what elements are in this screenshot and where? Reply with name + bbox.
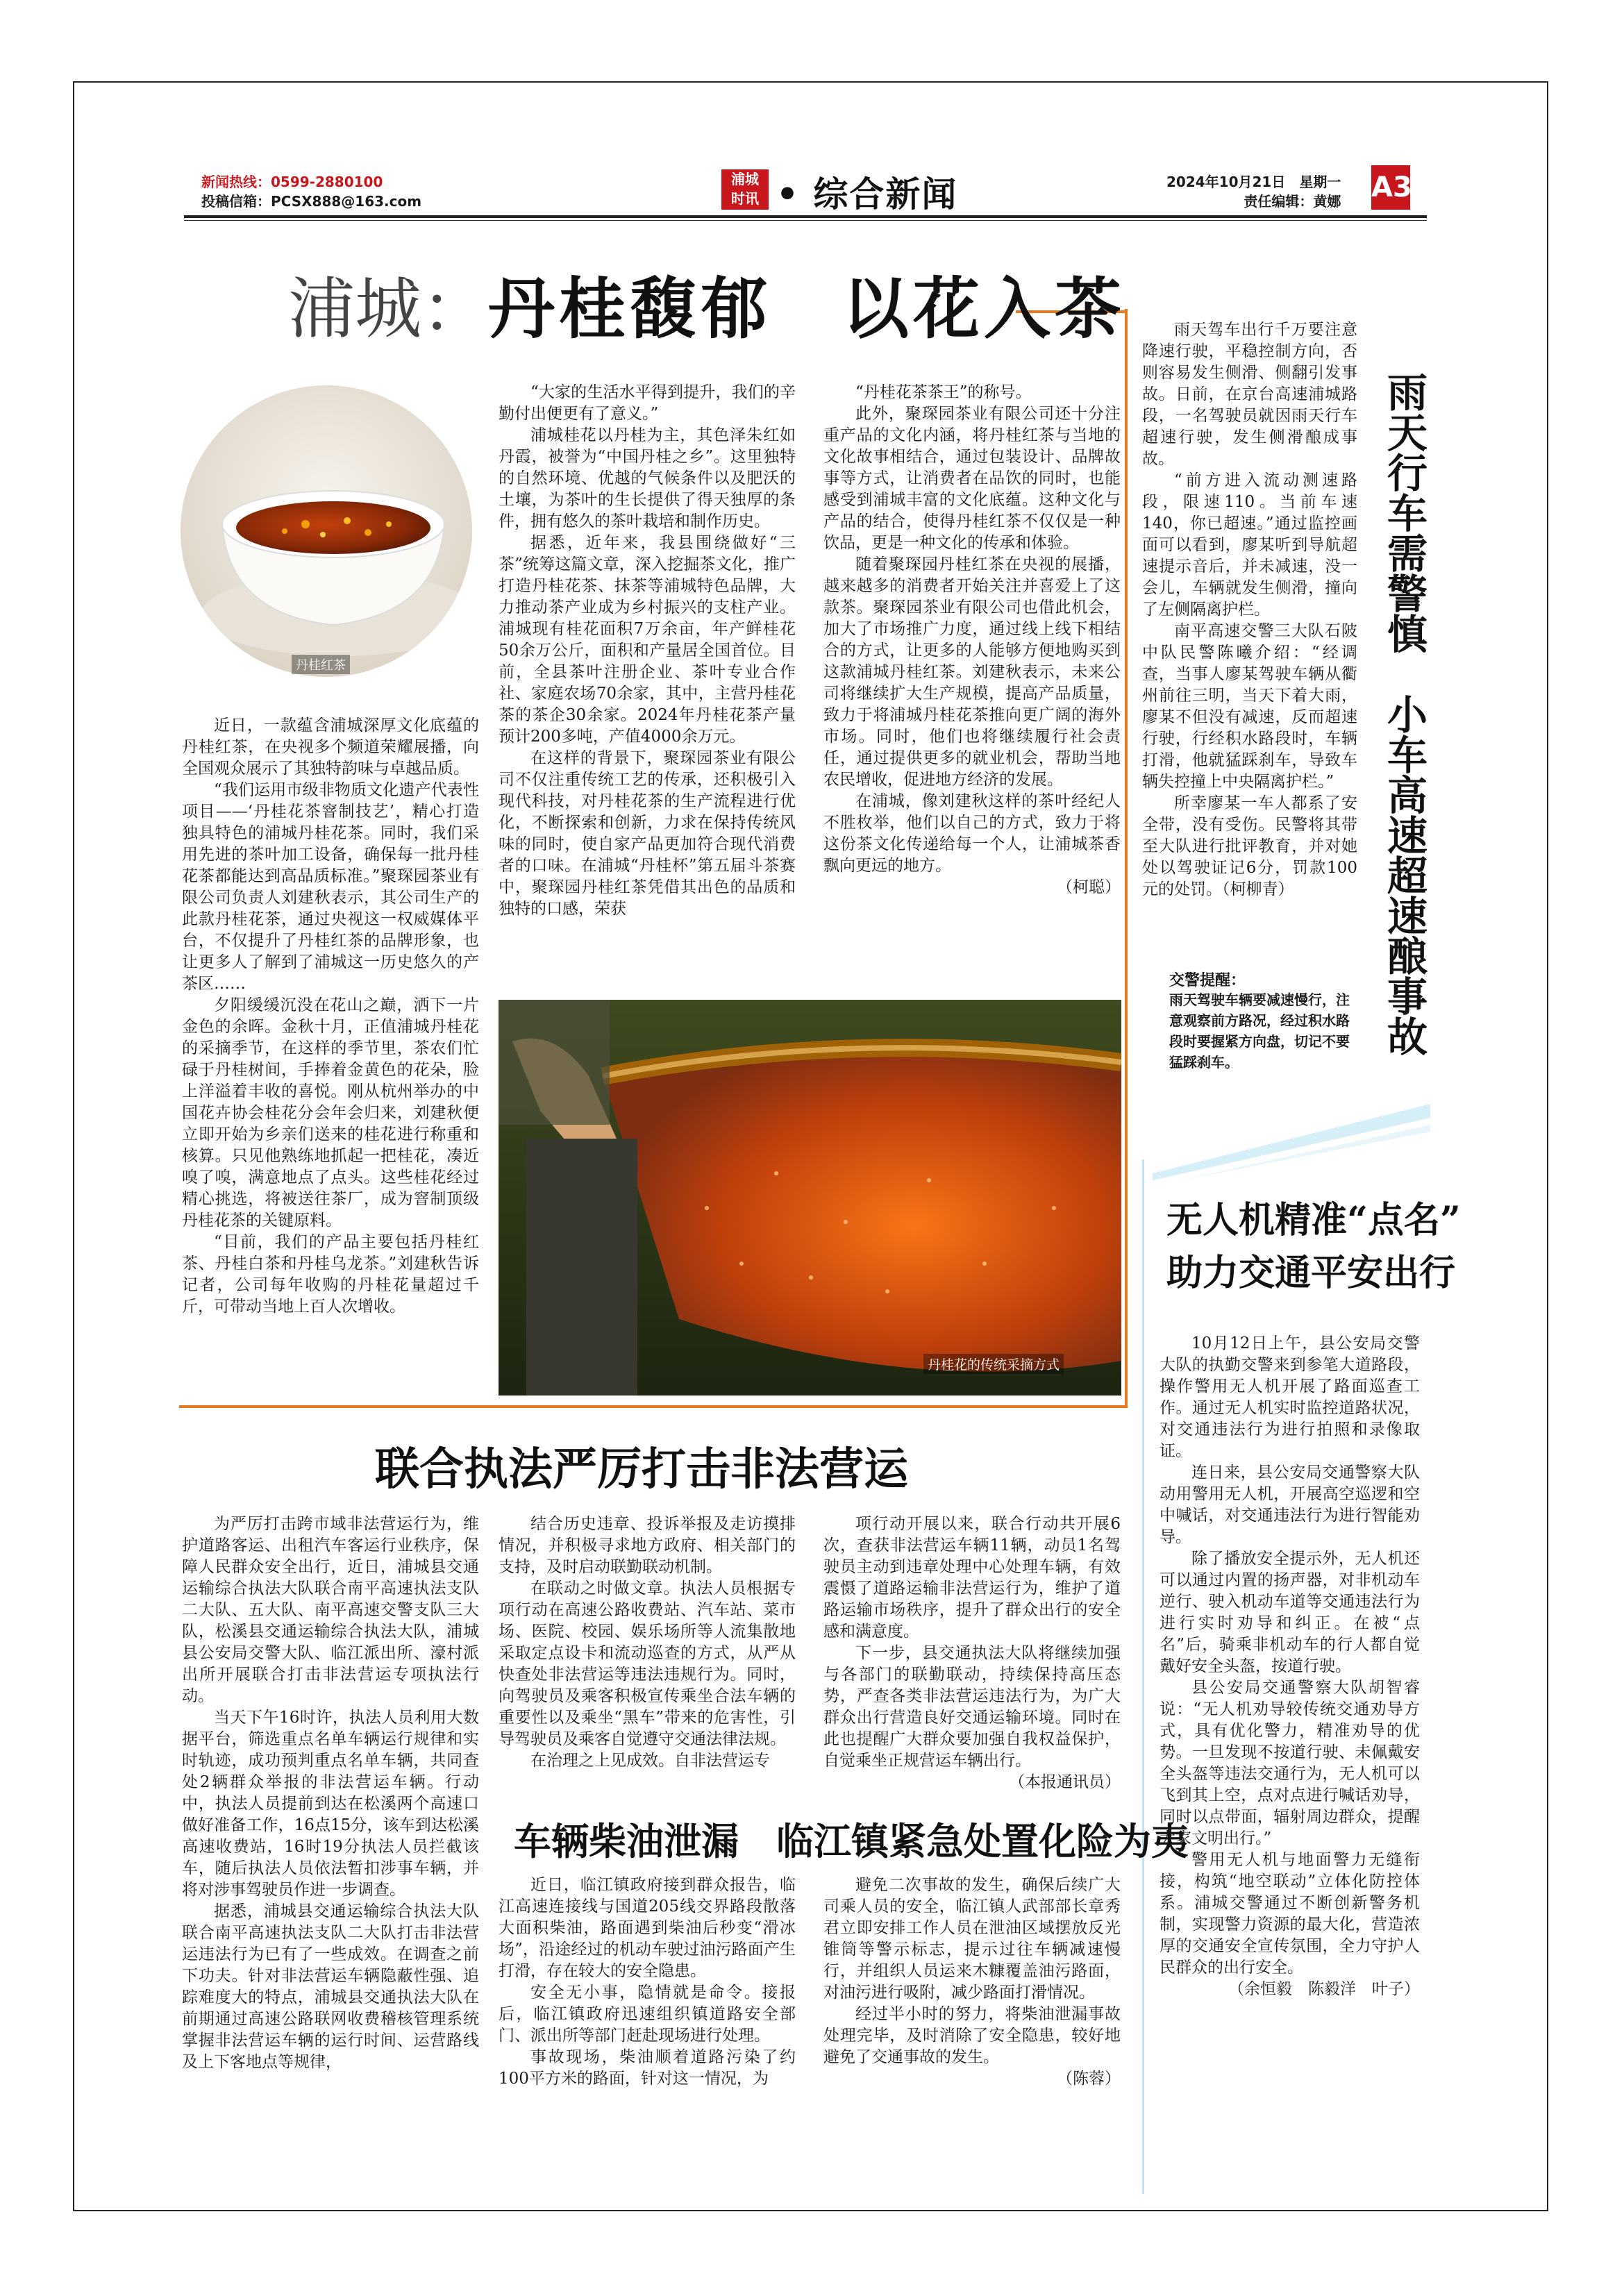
masthead-contact (201, 172, 421, 211)
drone-paragraph: 除了播放安全提示外，无人机还可以通过内置的扬声器，对非机动车逆行、驶入机动车道等交通违法行为进行实时劝导和纠正。在被“点名”后，骑乘非机动车的行人都自觉戴好安全头盔，按道行驶。 (1160, 1550, 1420, 1675)
osmanthus-harvest-photo (499, 1000, 1121, 1396)
logo-line2: 时讯 (731, 190, 759, 207)
osmanthus-harvest-illustration (499, 1000, 1121, 1396)
lead-paragraph: 在这样的背景下，聚琛园茶业有限公司不仅注重传统工艺的传承，还积极引入现代科技，对丹桂花茶的生产流程进行优化，不断探索和创新，力求在保持传统风味的同时，使自家产品更加符合现代消费者的口味。在浦城“丹桂杯”第五届斗茶赛中，聚琛园丹桂红茶凭借其出色的品质和独特的口感，荣获 (499, 749, 796, 918)
lead-frame-bottom (179, 1405, 1128, 1408)
enforcement-column-2 (499, 1514, 796, 1772)
page-number: A3 (1371, 165, 1410, 210)
rain-paragraph: “前方进入流动测速路段，限速110。当前车速140，你已超速。”通过监控画面可以看到，廖某听到导航超速提示音后，并未减速，没一会儿，车辆就发生侧滑，撞向了左侧隔离护栏。 (1142, 471, 1357, 619)
enforcement-headline: 联合执法严厉打击非法营运 (375, 1443, 908, 1495)
lead-paragraph: 据悉，近年来，我县围绕做好“三茶”统筹这篇文章，深入挖掘茶文化，推广打造丹桂花茶、抹茶等浦城特色品牌，大力推动茶产业成为乡村振兴的支柱产业。浦城现有桂花面积7万余亩，年产鲜桂花50余万公斤，面积和产量居全国首位。目前，全县茶叶注册企业、茶叶专业合作社、家庭农场70余家，其中，主营丹桂花茶的茶企30余家。2024年丹桂花茶产量预计200多吨，产值4000余万元。 (499, 534, 796, 746)
enforcement-paragraph: 当天下午16时许，执法人员利用大数据平台，筛选重点名单车辆运行规律和实时轨迹，成功预判重点名单车辆，共同查处2辆群众举报的非法营运车辆。行动中，执法人员提前到达在松溪两个高速口做好准备工作，16点15分，该车到达松溪高速收费站，16时19分执法人员拦截该车，随后执法人员依法暂扣涉事车辆，并将对涉事驾驶员作进一步调查。 (182, 1709, 479, 1899)
hotline-label: 新闻热线： (201, 174, 271, 190)
enforcement-paragraph: 为严厉打击跨市域非法营运行为，维护道路客运、出租汽车客运行业秩序，保障人民群众安全出行，近日，浦城县交通运输综合执法大队联合南平高速执法支队二大队、五大队、南平高速交警支队三大队，松溪县交通运输综合执法大队，浦城县公安局交警大队、临江派出所、濠村派出所开展联合打击非法营运专项执法行动。 (182, 1515, 479, 1705)
email-label: 投稿信箱： (201, 193, 271, 210)
lead-paragraph: “我们运用市级非物质文化遗产代表性项目——‘丹桂花茶窨制技艺’，精心打造独具特色的浦城丹桂花茶。同时，我们采用先进的茶叶加工设备，确保每一批丹桂花茶都能达到高品质标准。”聚琛园茶业有限公司负责人刘建秋表示，其公司生产的此款丹桂花茶，通过央视这一权威媒体平台，不仅提升了丹桂红茶的品牌形象，也让更多人了解到了浦城这一历史悠久的产茶区…… (182, 781, 479, 993)
lead-headline-main: 丹桂馥郁 以花入茶 (488, 270, 1125, 348)
drone-paragraph: 连日来，县公安局交通警察大队动用警用无人机，开展高空巡逻和空中喊话，对交通违法行为进行智能劝导。 (1160, 1464, 1420, 1546)
drone-story-body (1160, 1333, 1420, 2000)
editor-name: 责任编辑：黄娜 (1244, 193, 1341, 210)
lead-paragraph: 此外，聚琛园茶业有限公司还十分注重产品的文化内涵，将丹桂红茶与当地的文化故事相结合，通过包装设计、品牌故事等方式，让消费者在品饮的同时，也能感受到浦城丰富的文化底蕴。这种文化与产品的结合，使得丹桂红茶不仅仅是一种饮品，更是一种文化的传承和体验。 (823, 405, 1121, 552)
masthead-date (1166, 172, 1341, 211)
lead-column-3 (823, 382, 1121, 898)
diesel-paragraph: 近日，临江镇政府接到群众报告，临江高速连接线与国道205线交界路段散落大面积柴油，路面遇到柴油后秒变“滑冰场”，沿途经过的机动车驶过油污路面产生打滑，存在较大的安全隐患。 (499, 1876, 796, 1980)
enforcement-column-1 (182, 1514, 479, 2073)
email-address: PCSX888@163.com (271, 193, 422, 210)
enforcement-paragraph: 在联动之时做文章。执法人员根据专项行动在高速公路收费站、汽车站、菜市场、医院、校园、娱乐场所等人流集散地采取定点设卡和流动巡查的方式，从严从快查处非法营运等违法违规行为。同时，向驾驶员及乘客积极宣传乘坐合法车辆的重要性以及乘坐“黑车”带来的危害性，引导驾驶员及乘客自觉遵守交通法律法规。 (499, 1579, 796, 1748)
lead-paragraph: “大家的生活水平得到提升，我们的辛勤付出便更有了意义。” (499, 383, 796, 423)
rain-paragraph: 雨天驾车出行千万要注意降速行驶，平稳控制方向，否则容易发生侧滑、侧翻引发事故。日前，在京台高速浦城路段，一名驾驶员就因雨天行车超速行驶，发生侧滑酿成事故。 (1142, 321, 1357, 468)
rain-paragraph: 所幸廖某一车人都系了安全带，没有受伤。民警将其带至大队进行批评教育，并对她处以驾驶证记6分，罚款100元的处罚。（柯柳青） (1142, 794, 1357, 898)
section-title: • 综合新闻 (776, 174, 958, 215)
traffic-tip-body: 雨天驾驶车辆要减速慢行，注意观察前方路况，经过积水路段时要握紧方向盘，切记不要猛踩刹车。 (1169, 991, 1350, 1071)
lead-byline: （柯聪） (1057, 878, 1121, 896)
lead-paragraph: 随着聚琛园丹桂红茶在央视的展播，越来越多的消费者开始关注并喜爱上了这款茶。聚琛园茶业有限公司也借此机会，加大了市场推广力度，通过线上线下相结合的方式，让更多的人能够方便地购买到这款浦城丹桂红茶。刘建秋表示，未来公司将继续扩大生产规模，提高产品质量，致力于将浦城丹桂花茶推向更广阔的海外市场。同时，他们也将继续履行社会责任，通过提供更多的就业机会，帮助当地农民增收，促进地方经济的发展。 (823, 555, 1121, 789)
drone-headline-line2: 助力交通平安出行 (1166, 1252, 1456, 1294)
lead-paragraph: 浦城桂花以丹桂为主，其色泽朱红如丹霞，被誉为“中国丹桂之乡”。这里独特的自然环境、优越的气候条件以及肥沃的土壤，为茶叶的生长提供了得天独厚的条件，拥有悠久的茶叶栽培和制作历史。 (499, 426, 796, 530)
lead-paragraph: 在浦城，像刘建秋这样的茶叶经纪人不胜枚举，他们以自己的方式，致力于将这份茶文化传递给每一个人，让浦城茶香飘向更远的地方。 (823, 792, 1121, 875)
lead-paragraph: 近日，一款蕴含浦城深厚文化底蕴的丹桂红茶，在央视多个频道荣耀展播，向全国观众展示了其独特韵味与卓越品质。 (182, 717, 479, 778)
diesel-paragraph: 经过半小时的努力，将柴油泄漏事故处理完毕，及时消除了安全隐患，较好地避免了交通事故的发生。 (823, 2005, 1121, 2066)
enforcement-byline: （本报通讯员） (1009, 1773, 1121, 1791)
enforcement-paragraph: 据悉，浦城县交通运输综合执法大队联合南平高速执法支队二大队打击非法营运违法行为已有了一些成效。在调查之前下功夫。针对非法营运车辆隐蔽性强、追踪难度大的特点，浦城县交通执法大队在前期通过高速公路联网收费稽核管理系统掌握非法营运车辆的运行时间、运营路线及上下客地点等规律， (182, 1902, 479, 2071)
paper-logo (721, 169, 769, 210)
tea-cup-illustration (181, 385, 472, 677)
enforcement-paragraph: 在治理之上见成效。自非法营运专 (530, 1752, 770, 1770)
enforcement-paragraph: 结合历史违章、投诉举报及走访摸排情况，并积极寻求地方政府、相关部门的支持，及时启动联勤联动机制。 (499, 1515, 796, 1576)
tea-photo-caption: 丹桂红茶 (292, 655, 350, 674)
enforcement-paragraph: 项行动开展以来，联合行动共开展6次，查获非法营运车辆11辆，动员1名驾驶员主动到违章处理中心处理车辆，有效震慑了道路运输非法营运行为，维护了道路运输市场秩序，提升了群众出行的安全感和满意度。 (823, 1515, 1121, 1641)
rain-story-body (1142, 319, 1357, 900)
enforcement-paragraph: 下一步，县交通执法大队将继续加强与各部门的联勤联动，持续保持高压态势，严查各类非法营运违法行为，为广大群众出行营造良好交通运输环境。同时在此也提醒广大群众要加强自我权益保护，自觉乘坐正规营运车辆出行。 (823, 1644, 1121, 1770)
diesel-paragraph: 避免二次事故的发生，确保后续广大司乘人员的安全，临江镇人武部部长章秀君立即安排工作人员在泄油区域摆放反光锥筒等警示标志，提示过往车辆减速慢行，并组织人员运来木糠覆盖油污路面，对油污进行吸附，减少路面打滑情况。 (823, 1876, 1121, 2002)
enforcement-column-3 (823, 1514, 1121, 1793)
drone-headline-line1: 无人机精准“点名” (1166, 1199, 1461, 1241)
lead-paragraph: “丹桂花茶茶王”的称号。 (855, 383, 1032, 401)
lead-paragraph: 夕阳缓缓沉没在花山之巅，洒下一片金色的余晖。金秋十月，正值浦城丹桂花的采摘季节，在这样的季节里，茶农们忙碌于丹桂树间，手捧着金黄色的花朵，脸上洋溢着丰收的喜悦。刚从杭州举办的中国花卉协会桂花分会年会归来，刘建秋便立即开始为乡亲们送来的桂花进行称重和核算。只见他熟练地抓起一把桂花，凑近嗅了嗅，满意地点了点头。这些桂花经过精心挑选，将被送往茶厂，成为窨制顶级丹桂花茶的关键原料。 (182, 996, 479, 1230)
lead-headline-place: 浦城： (288, 270, 488, 348)
hotline-number: 0599-2880100 (271, 174, 383, 190)
diesel-headline: 车辆柴油泄漏 临江镇紧急处置化险为夷 (514, 1819, 1189, 1863)
lead-frame-right (1125, 309, 1128, 1406)
drone-paragraph: 警用无人机与地面警力无缝衔接，构筑“地空联动”立体化防控体系。浦城交警通过不断创新警务机制，实现警力资源的最大化，营造浓厚的交通安全宣传氛围，全力守护人民群众的出行安全。 (1160, 1851, 1420, 1977)
drone-paragraph: 县公安局交通警察大队胡智睿说：“无人机劝导较传统交通劝导方式，具有优化警力，精准劝导的优势。一旦发现不按道行驶、未佩戴安全头盔等违法交通行为，无人机可以飞到其上空，点对点进行喊话劝导，同时以点带面，辐射周边群众，提醒大家文明出行。” (1160, 1679, 1420, 1847)
rain-paragraph: 南平高速交警三大队石陂中队民警陈曦介绍：“经调查，当事人廖某驾驶车辆从衢州前往三明，当天下着大雨，廖某不但没有减速，反而超速行驶，行经积水路段时，车辆打滑，他就猛踩刹车，导致车辆失控撞上中央隔离护栏。” (1142, 622, 1357, 791)
tea-cup-photo (181, 385, 472, 677)
diesel-paragraph: 安全无小事，隐情就是命令。接报后，临江镇政府迅速组织镇道路安全部门、派出所等部门赶赴现场进行处理。 (499, 1984, 796, 2045)
diesel-column-2 (823, 1875, 1121, 2090)
lead-column-2 (499, 382, 796, 920)
diesel-paragraph: 事故现场，柴油顺着道路污染了约100平方米的路面，针对这一情况，为 (499, 2048, 796, 2088)
header-rule-thin (184, 220, 1427, 221)
rain-story-headline: 雨天行车需警慎 小车高速超速酿事故 (1380, 371, 1428, 1056)
drone-story-headline (1166, 1194, 1461, 1300)
drone-byline: （余恒毅 陈毅洋 叶子） (1228, 1980, 1420, 1998)
lead-column-1 (182, 715, 479, 1318)
diesel-byline: （陈蓉） (1057, 2070, 1121, 2088)
header-rule (184, 215, 1427, 218)
diesel-column-1 (499, 1875, 796, 2090)
lead-paragraph: “目前，我们的产品主要包括丹桂红茶、丹桂白茶和丹桂乌龙茶。”刘建秋告诉记者，公司每年收购的丹桂花量超过千斤，可带动当地上百人次增收。 (182, 1233, 479, 1316)
osmanthus-photo-caption: 丹桂花的传统采摘方式 (923, 1354, 1064, 1374)
issue-date: 2024年10月21日 星期一 (1166, 174, 1341, 190)
drone-paragraph: 10月12日上午，县公安局交警大队的执勤交警来到参笔大道路段，操作警用无人机开展了路面巡查工作。通过无人机实时监控道路状况，对交通违法行为进行拍照和录像取证。 (1160, 1334, 1420, 1460)
traffic-tip-title: 交警提醒： (1169, 972, 1246, 989)
lead-headline (288, 267, 1125, 351)
logo-line1: 浦城 (731, 171, 759, 187)
